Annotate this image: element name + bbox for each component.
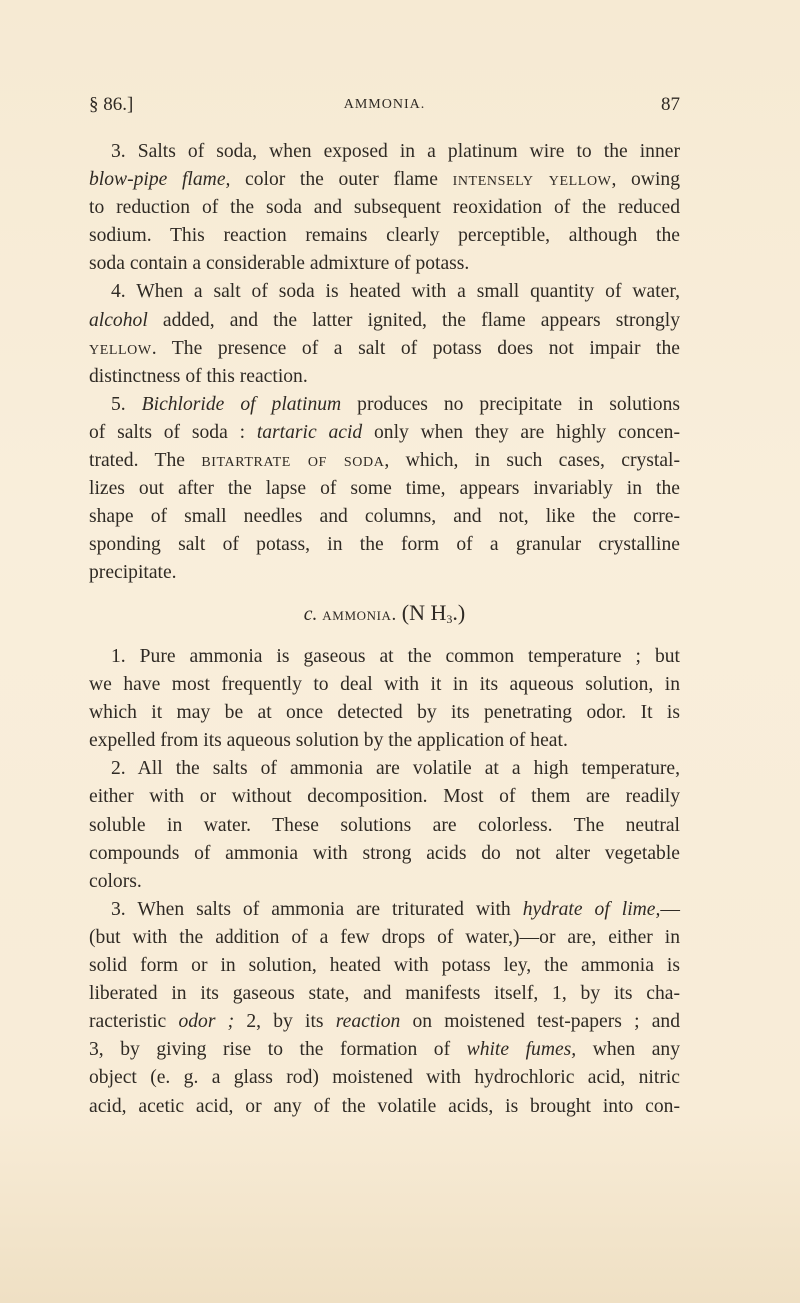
- text-run: on moistened test-papers ; and: [400, 1011, 680, 1033]
- text-run: either with or without decomposition. Most of them are readily: [89, 786, 680, 808]
- text-run: sponding salt of potass, in the form of a granular crystalline: [89, 534, 680, 556]
- paragraph: [89, 391, 680, 588]
- text-line: [89, 419, 680, 447]
- text-run: which it may be at once detected by its penetrating odor. It is: [89, 702, 680, 724]
- text-line: [89, 699, 680, 727]
- text-line: [89, 363, 680, 391]
- text-run: —: [660, 898, 680, 920]
- running-head: [89, 93, 680, 117]
- text-line: [89, 503, 680, 531]
- text-line: [89, 868, 680, 896]
- italic-text: reaction: [335, 1011, 401, 1033]
- text-run: of salts of soda :: [89, 421, 257, 443]
- italic-text: tartaric acid: [256, 421, 363, 443]
- text-run: compounds of ammonia with strong acids do not alter vegetable: [89, 842, 680, 864]
- text-line: [89, 166, 680, 194]
- text-line: [89, 1008, 680, 1036]
- text-run: expelled from its aqueous solution by the application of heat.: [89, 730, 568, 752]
- italic-text: alcohol: [89, 309, 148, 331]
- text-run: solid form or in solution, heated with potass ley, the ammonia is: [89, 955, 680, 977]
- running-title: AMMONIA.: [343, 97, 426, 112]
- text-run: lizes out after the lapse of some time, appears invariably in the: [89, 478, 680, 500]
- text-line: [89, 250, 680, 278]
- body-text-top: [89, 138, 680, 588]
- formula-close: .): [452, 600, 466, 625]
- text-line: [89, 924, 680, 952]
- text-line: [89, 307, 680, 335]
- text-line: [89, 840, 680, 868]
- text-run: to reduction of the soda and subsequent reoxidation of the reduced: [89, 197, 680, 219]
- text-run: 3. Salts of soda, when exposed in a platinum wire to the inner: [111, 141, 680, 162]
- text-run: shape of small needles and columns, and not, like the corre-: [89, 506, 680, 528]
- text-run: 1. Pure ammonia is gaseous at the common temperature ; but: [111, 646, 680, 667]
- text-run: 3, by giving rise to the formation of: [89, 1039, 467, 1061]
- paragraph: [89, 138, 680, 278]
- text-run: trated. The: [89, 450, 202, 472]
- heading-name: ammonia.: [322, 604, 397, 625]
- text-run: (but with the addition of a few drops of water,)—or are, either in: [89, 926, 680, 948]
- text-line: [89, 1093, 680, 1121]
- text-line: [89, 222, 680, 250]
- text-line: [89, 559, 680, 587]
- italic-text: blow-pipe flame,: [89, 169, 231, 191]
- text-line: [89, 335, 680, 363]
- text-run: , owing: [611, 169, 680, 191]
- text-run: when any: [576, 1039, 680, 1061]
- text-run: 2. All the salts of ammonia are volatile at a high temperature,: [111, 758, 680, 780]
- text-run: racteristic: [89, 1011, 179, 1033]
- heading-formula: [402, 600, 465, 625]
- italic-text: hydrate of lime,: [522, 898, 661, 920]
- text-run: , which, in such cases, crystal-: [384, 450, 680, 472]
- text-line: [89, 1036, 680, 1064]
- text-line: [89, 194, 680, 222]
- section-heading: [89, 599, 680, 633]
- text-line: [89, 952, 680, 980]
- paragraph: [89, 278, 680, 390]
- italic-text: Bichloride of platinum: [141, 393, 342, 415]
- body-text-bottom: [89, 643, 680, 1121]
- text-line: [89, 447, 680, 475]
- text-line: [89, 391, 680, 419]
- section-number: § 86.]: [89, 94, 134, 115]
- heading-letter: c.: [303, 604, 318, 625]
- text-run: liberated in its gaseous state, and manifests itself, 1, by its cha-: [89, 983, 680, 1005]
- text-run: object (e. g. a glass rod) moistened with hydrochloric acid, nitric: [89, 1067, 680, 1089]
- text-run: acid, acetic acid, or any of the volatile acids, is brought into con-: [89, 1095, 680, 1117]
- text-run: colors.: [89, 870, 142, 892]
- page-number: 87: [661, 94, 680, 115]
- italic-text: white fumes,: [466, 1039, 577, 1061]
- text-run: sodium. This reaction remains clearly perceptible, although the: [89, 225, 680, 247]
- text-run: 2, by its: [234, 1011, 336, 1033]
- paragraph: [89, 755, 680, 895]
- text-line: [89, 812, 680, 840]
- text-run: added, and the latter ignited, the flame appears strongly: [147, 309, 680, 331]
- text-line: [89, 475, 680, 503]
- text-run: 4. When a salt of soda is heated with a small quantity of water,: [111, 281, 680, 303]
- text-line: [89, 727, 680, 755]
- small-caps-text: intensely yellow: [452, 169, 612, 191]
- small-caps-text: bitartrate of soda: [201, 450, 385, 472]
- text-run: 5.: [111, 393, 142, 415]
- text-run: . The presence of a salt of potass does not impair the: [151, 337, 680, 359]
- text-run: produces no precipitate in solutions: [341, 393, 681, 415]
- text-run: 3. When salts of ammonia are triturated with: [111, 898, 523, 920]
- text-line: [89, 531, 680, 559]
- text-run: precipitate.: [89, 562, 177, 584]
- text-line: [89, 671, 680, 699]
- text-run: soluble in water. These solutions are colorless. The neutral: [89, 814, 680, 836]
- paragraph: [89, 643, 680, 755]
- italic-text: odor ;: [178, 1011, 235, 1033]
- text-run: we have most frequently to deal with it in its aqueous solution, in: [89, 674, 680, 696]
- paragraph: [89, 896, 680, 1121]
- text-line: [89, 755, 680, 783]
- text-line: [89, 278, 680, 306]
- text-line: [89, 1064, 680, 1092]
- text-run: soda contain a considerable admixture of potass.: [89, 253, 470, 275]
- text-run: distinctness of this reaction.: [89, 365, 308, 387]
- text-line: [89, 783, 680, 811]
- text-line: [89, 896, 680, 924]
- text-line: [89, 980, 680, 1008]
- formula-subscript: 3: [446, 612, 453, 626]
- text-run: only when they are highly concen-: [362, 421, 680, 443]
- text-run: color the outer flame: [230, 169, 453, 191]
- text-line: [89, 138, 680, 166]
- formula-open: (N H: [401, 600, 447, 625]
- text-line: [89, 643, 680, 671]
- small-caps-text: yellow: [89, 337, 152, 359]
